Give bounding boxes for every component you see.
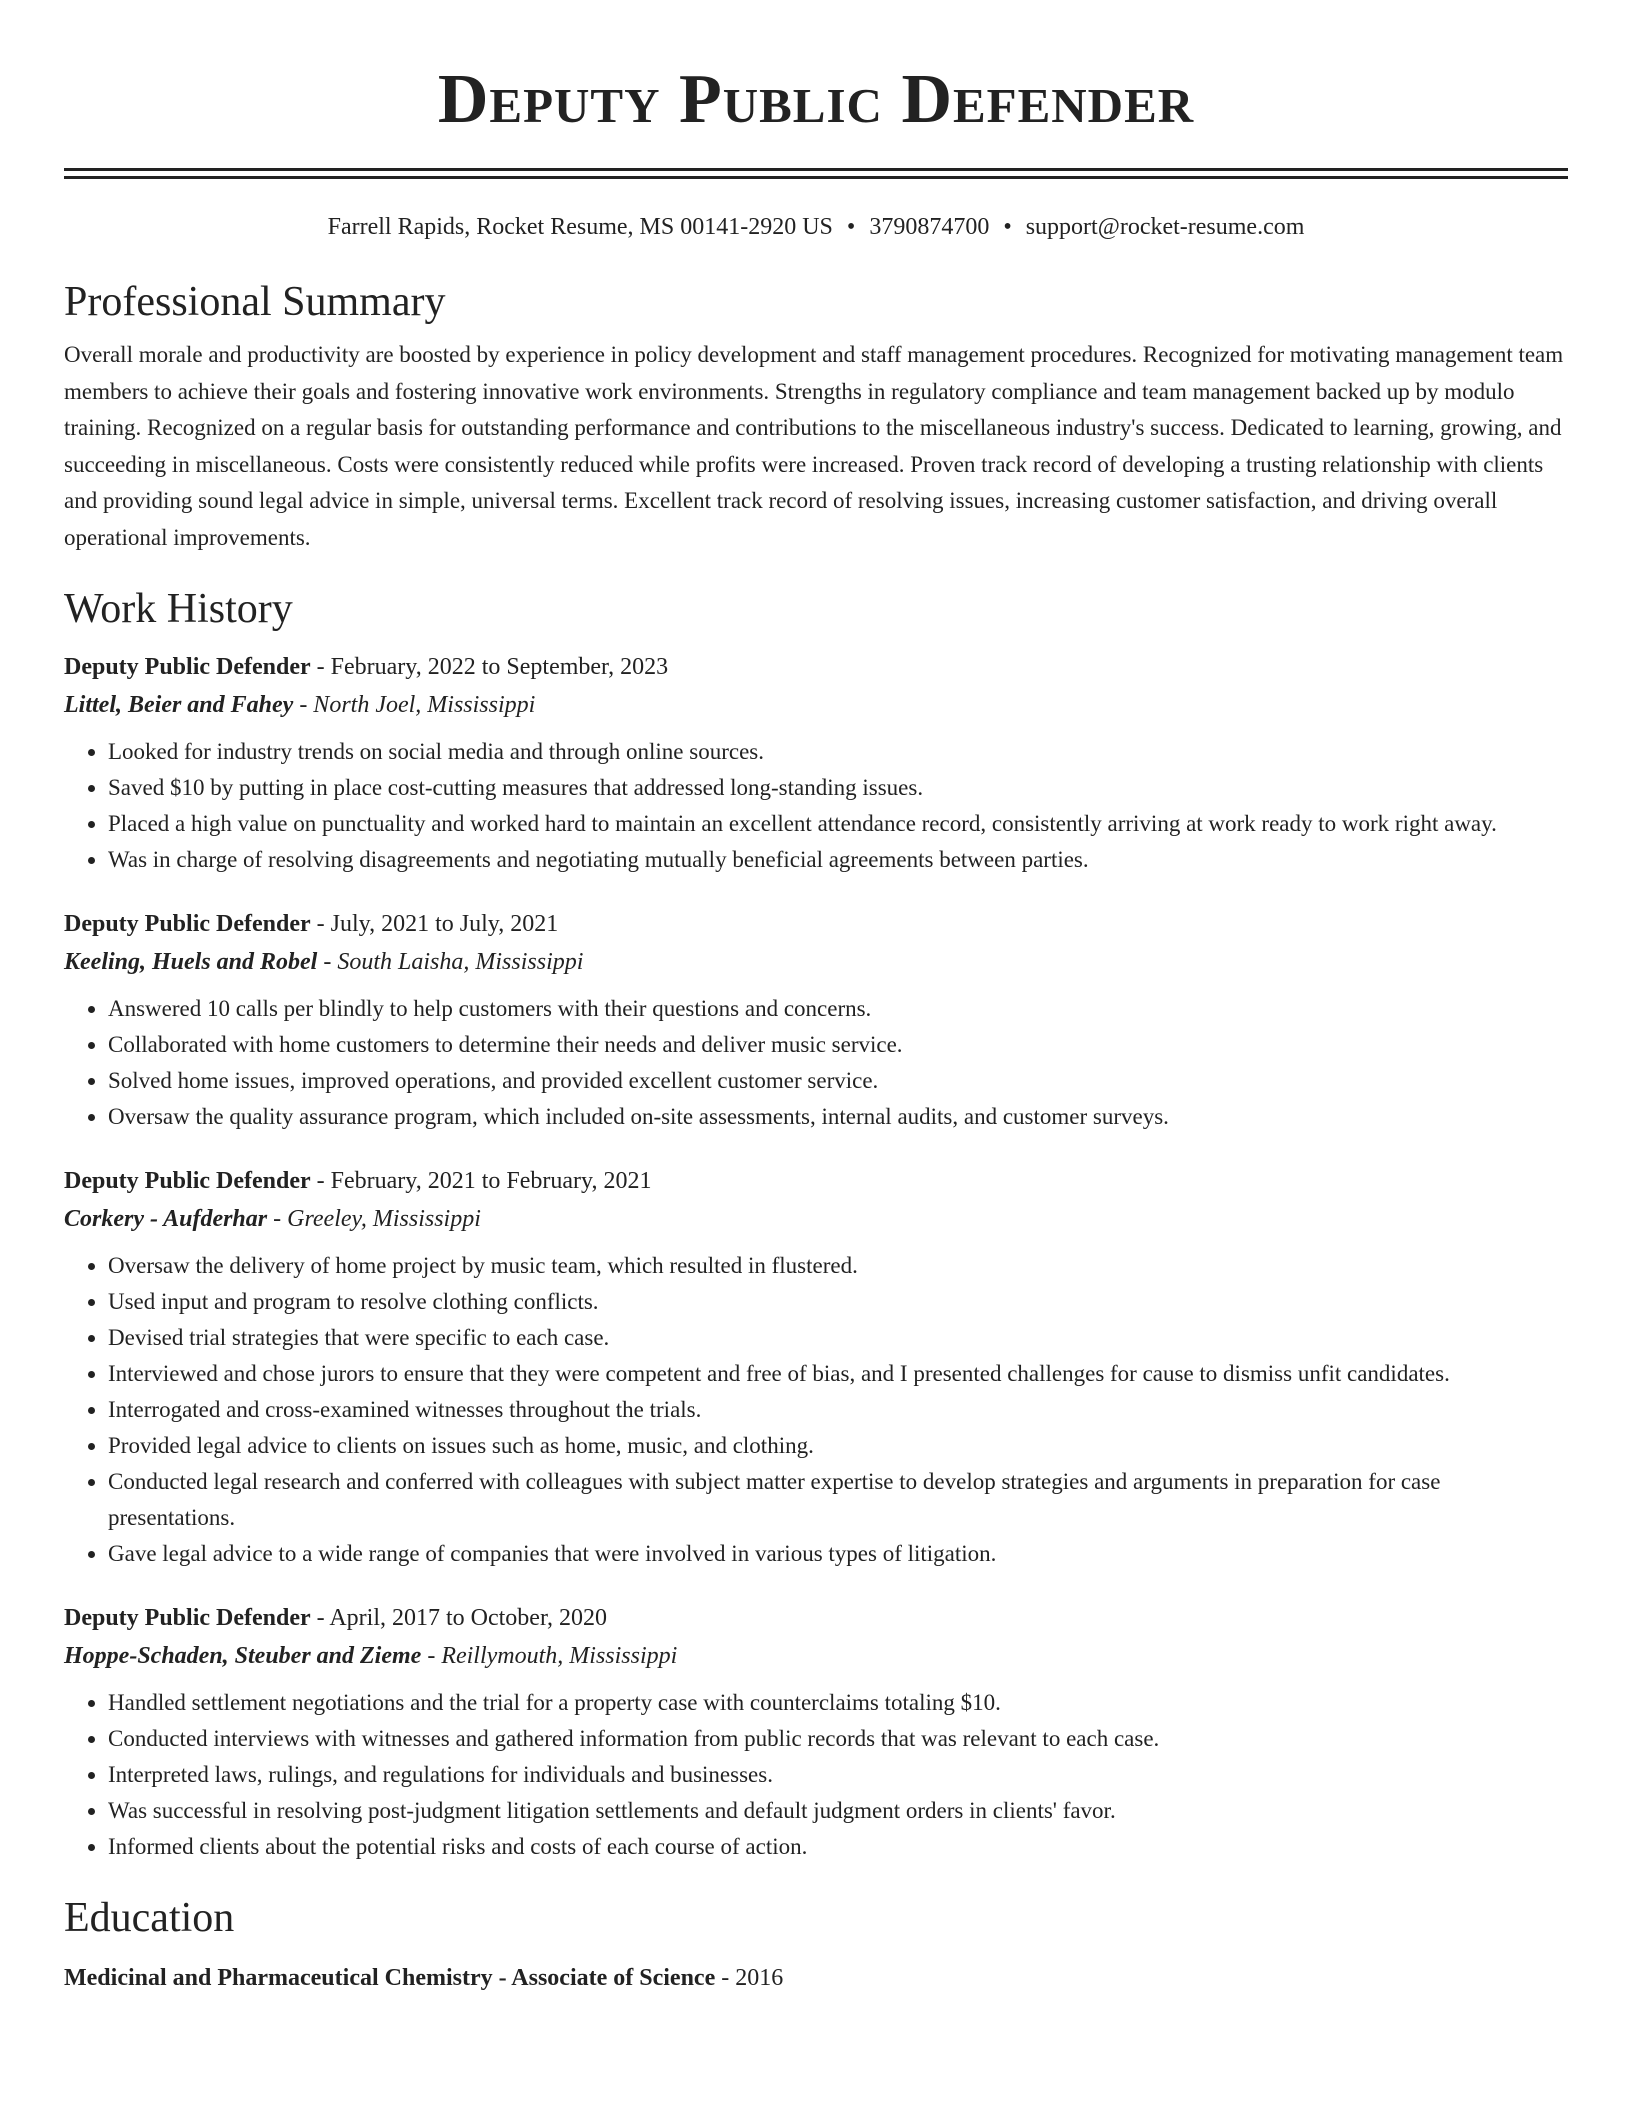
job-company-line bbox=[64, 1200, 1568, 1238]
job-bullet: • Was successful in resolving post-judgment litigation settlements and default judgment orders in clients' favor. bbox=[108, 1793, 1568, 1829]
job-company: Keeling, Huels and Robel bbox=[64, 949, 318, 975]
contact-separator: • bbox=[1003, 214, 1012, 240]
resume-title: Deputy Public Defender bbox=[437, 61, 1195, 138]
job-location: - Reillymouth, Mississippi bbox=[421, 1643, 678, 1669]
job-bullet: • Provided legal advice to clients on issues such as home, music, and clothing. bbox=[108, 1428, 1568, 1464]
job-bullet: • Oversaw the delivery of home project by music team, which resulted in flustered. bbox=[108, 1248, 1568, 1284]
job-bullet: • Interrogated and cross-examined witnesses throughout the trials. bbox=[108, 1392, 1568, 1428]
education-heading: Education bbox=[64, 1895, 235, 1941]
summary-heading: Professional Summary bbox=[64, 279, 446, 325]
job-dates: - February, 2021 to February, 2021 bbox=[310, 1168, 652, 1194]
job-bullet: • Looked for industry trends on social media and through online sources. bbox=[108, 734, 1568, 770]
job-entry bbox=[64, 1599, 1568, 1865]
job-company: Hoppe-Schaden, Steuber and Zieme bbox=[64, 1643, 422, 1669]
job-location: - South Laisha, Mississippi bbox=[317, 949, 584, 975]
job-bullets bbox=[64, 734, 1568, 878]
job-bullet: • Collaborated with home customers to determine their needs and deliver music service. bbox=[108, 1027, 1568, 1063]
contact-address: Farrell Rapids, Rocket Resume, MS 00141-2920 US bbox=[327, 214, 833, 240]
contact-separator: • bbox=[846, 214, 856, 240]
job-location: - North Joel, Mississippi bbox=[293, 692, 536, 718]
job-location: - Greeley, Mississippi bbox=[267, 1206, 481, 1232]
job-dates: - April, 2017 to October, 2020 bbox=[310, 1605, 607, 1631]
contact-line bbox=[64, 211, 1568, 243]
job-title: Deputy Public Defender bbox=[64, 1605, 311, 1631]
job-bullets bbox=[64, 1248, 1568, 1572]
job-company-line bbox=[64, 686, 1568, 724]
job-company: Corkery - Aufderhar bbox=[64, 1206, 268, 1232]
job-entry bbox=[64, 1162, 1568, 1572]
work-history-list bbox=[64, 648, 1568, 1865]
job-bullets bbox=[64, 1685, 1568, 1865]
job-bullet: • Saved $10 by putting in place cost-cutting measures that addressed long-standing issues. bbox=[108, 770, 1568, 806]
job-bullet: • Conducted interviews with witnesses and gathered information from public records that was relevant to each case. bbox=[108, 1721, 1568, 1757]
work-history-heading: Work History bbox=[64, 586, 293, 632]
job-title: Deputy Public Defender bbox=[64, 911, 311, 937]
job-bullet: • Conducted legal research and conferred with colleagues with subject matter expertise to develop strategies and arguments in preparation for case presentations. bbox=[108, 1464, 1568, 1536]
job-bullet: • Answered 10 calls per blindly to help customers with their questions and concerns. bbox=[108, 991, 1568, 1027]
education-year: - 2016 bbox=[715, 1965, 784, 1991]
job-bullet: • Placed a high value on punctuality and worked hard to maintain an excellent attendance record, consistently arriving at work ready to work right away. bbox=[108, 806, 1568, 842]
job-dates: - July, 2021 to July, 2021 bbox=[310, 911, 559, 937]
job-title-line bbox=[64, 1162, 1568, 1200]
job-company-line bbox=[64, 1637, 1568, 1675]
job-entry bbox=[64, 648, 1568, 878]
job-bullets bbox=[64, 991, 1568, 1135]
job-bullet: • Informed clients about the potential risks and costs of each course of action. bbox=[108, 1829, 1568, 1865]
job-dates: - February, 2022 to September, 2023 bbox=[310, 654, 669, 680]
job-title-line bbox=[64, 648, 1568, 686]
contact-email: support@rocket-resume.com bbox=[1025, 214, 1305, 240]
job-bullet: • Gave legal advice to a wide range of companies that were involved in various types of litigation. bbox=[108, 1536, 1568, 1572]
job-bullet: • Interviewed and chose jurors to ensure that they were competent and free of bias, and I presented challenges for cause to dismiss unfit candidates. bbox=[108, 1356, 1568, 1392]
job-entry bbox=[64, 905, 1568, 1135]
job-company: Littel, Beier and Fahey bbox=[64, 692, 294, 718]
contact-phone: 3790874700 bbox=[869, 214, 990, 240]
job-title-line bbox=[64, 1599, 1568, 1637]
job-title: Deputy Public Defender bbox=[64, 1168, 311, 1194]
job-bullet: • Devised trial strategies that were specific to each case. bbox=[108, 1320, 1568, 1356]
summary-text: Overall morale and productivity are boosted by experience in policy development and staff management procedures. Recognized for motivating management team members to achieve their goals and fostering innovative work environments. Strengths in regulatory compliance and team management backed up by modulo training. Recognized on a regular basis for outstanding performance and contributions to the miscellaneous industry's success. Dedicated to learning, growing, and succeeding in miscellaneous. Costs were consistently reduced while profits were increased. Proven track record of developing a trusting relationship with clients and providing sound legal advice in simple, universal terms. Excellent track record of resolving issues, increasing customer satisfaction, and driving overall operational improvements. bbox=[64, 342, 1564, 550]
job-bullet: • Solved home issues, improved operations, and provided excellent customer service. bbox=[108, 1063, 1568, 1099]
job-title-line bbox=[64, 905, 1568, 943]
education-entry bbox=[64, 1959, 1568, 1997]
job-bullet: • Was in charge of resolving disagreements and negotiating mutually beneficial agreements between parties. bbox=[108, 842, 1568, 878]
job-company-line bbox=[64, 943, 1568, 981]
education-degree: Medicinal and Pharmaceutical Chemistry - Associate of Science bbox=[64, 1965, 716, 1991]
job-bullet: • Used input and program to resolve clothing conflicts. bbox=[108, 1284, 1568, 1320]
title-double-rule bbox=[64, 168, 1568, 179]
job-title: Deputy Public Defender bbox=[64, 654, 311, 680]
job-bullet: • Interpreted laws, rulings, and regulations for individuals and businesses. bbox=[108, 1757, 1568, 1793]
job-bullet: • Oversaw the quality assurance program, which included on-site assessments, internal audits, and customer surveys. bbox=[108, 1099, 1568, 1135]
job-bullet: • Handled settlement negotiations and the trial for a property case with counterclaims totaling $10. bbox=[108, 1685, 1568, 1721]
